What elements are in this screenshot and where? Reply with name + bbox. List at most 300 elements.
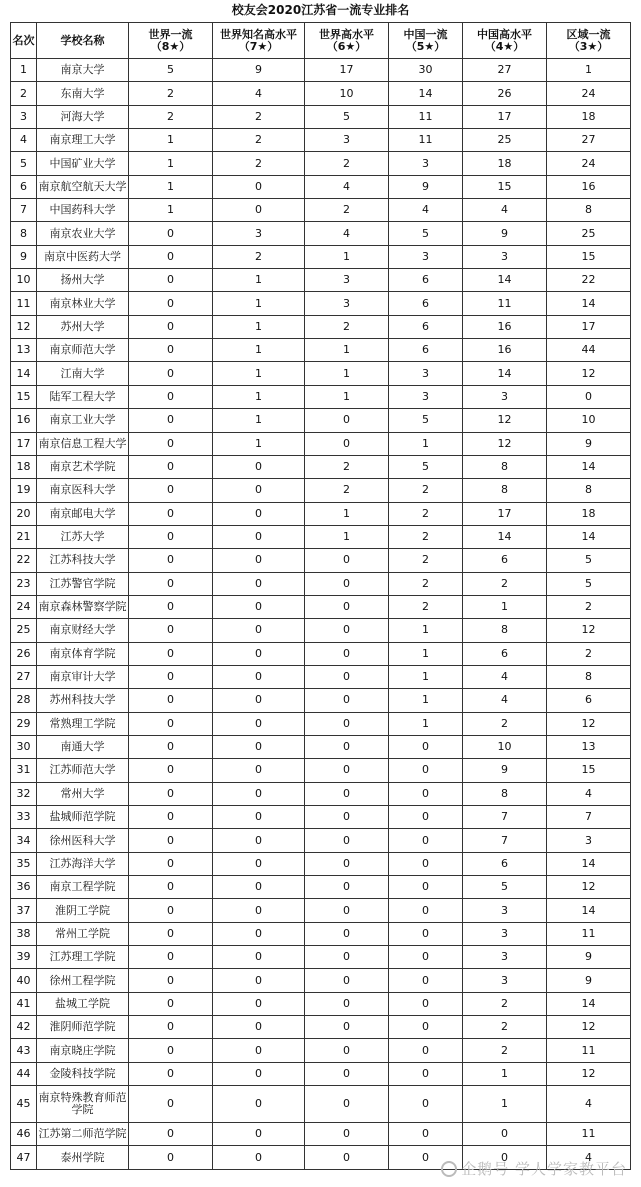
count-cell: 0 xyxy=(129,292,213,315)
table-row xyxy=(11,689,631,712)
school-name-cell: 扬州大学 xyxy=(37,269,129,292)
table-row xyxy=(11,992,631,1015)
count-cell: 8 xyxy=(463,479,547,502)
count-cell: 25 xyxy=(547,222,631,245)
school-name-cell: 江苏海洋大学 xyxy=(37,852,129,875)
count-cell: 0 xyxy=(213,1123,305,1146)
count-cell: 0 xyxy=(213,992,305,1015)
count-cell: 2 xyxy=(305,152,389,175)
count-cell: 4 xyxy=(547,1086,631,1123)
count-cell: 12 xyxy=(463,432,547,455)
count-cell: 0 xyxy=(213,1039,305,1062)
count-cell: 2 xyxy=(547,595,631,618)
count-cell: 0 xyxy=(305,619,389,642)
count-cell: 14 xyxy=(547,525,631,548)
count-cell: 8 xyxy=(547,479,631,502)
table-row xyxy=(11,549,631,572)
count-cell: 5 xyxy=(547,549,631,572)
school-name-cell: 徐州医科大学 xyxy=(37,829,129,852)
school-name-cell: 苏州科技大学 xyxy=(37,689,129,712)
count-cell: 25 xyxy=(463,129,547,152)
table-row xyxy=(11,82,631,105)
count-cell: 0 xyxy=(305,899,389,922)
count-cell: 0 xyxy=(213,876,305,899)
count-cell: 0 xyxy=(213,595,305,618)
school-name-cell: 江苏第二师范学院 xyxy=(37,1123,129,1146)
count-cell: 2 xyxy=(129,105,213,128)
count-cell: 0 xyxy=(305,1016,389,1039)
count-cell: 0 xyxy=(213,689,305,712)
count-cell: 0 xyxy=(305,922,389,945)
school-name-cell: 南京理工大学 xyxy=(37,129,129,152)
count-cell: 2 xyxy=(389,549,463,572)
count-cell: 1 xyxy=(129,175,213,198)
school-name-cell: 南京森林警察学院 xyxy=(37,595,129,618)
rank-cell: 41 xyxy=(11,992,37,1015)
count-cell: 1 xyxy=(213,269,305,292)
count-cell: 0 xyxy=(129,409,213,432)
count-cell: 12 xyxy=(463,409,547,432)
count-cell: 0 xyxy=(129,759,213,782)
count-cell: 0 xyxy=(129,969,213,992)
count-cell: 1 xyxy=(547,59,631,82)
count-cell: 5 xyxy=(389,455,463,478)
count-cell: 17 xyxy=(547,315,631,338)
count-cell: 26 xyxy=(463,82,547,105)
rank-cell: 22 xyxy=(11,549,37,572)
count-cell: 1 xyxy=(389,689,463,712)
school-name-cell: 江苏师范大学 xyxy=(37,759,129,782)
school-name-cell: 南京审计大学 xyxy=(37,665,129,688)
penguin-logo-icon xyxy=(441,1161,457,1177)
rank-cell: 8 xyxy=(11,222,37,245)
count-cell: 11 xyxy=(389,129,463,152)
school-name-cell: 南京林业大学 xyxy=(37,292,129,315)
count-cell: 11 xyxy=(547,1039,631,1062)
count-cell: 0 xyxy=(129,245,213,268)
rank-cell: 23 xyxy=(11,572,37,595)
watermark xyxy=(441,1158,627,1179)
count-cell: 3 xyxy=(389,385,463,408)
count-cell: 0 xyxy=(389,1062,463,1085)
school-name-cell: 南京信息工程大学 xyxy=(37,432,129,455)
count-cell: 0 xyxy=(305,992,389,1015)
rank-cell: 43 xyxy=(11,1039,37,1062)
count-cell: 17 xyxy=(305,59,389,82)
rank-cell: 29 xyxy=(11,712,37,735)
count-cell: 0 xyxy=(389,876,463,899)
count-cell: 9 xyxy=(463,222,547,245)
count-cell: 0 xyxy=(305,806,389,829)
table-row xyxy=(11,59,631,82)
table-row xyxy=(11,362,631,385)
rank-cell: 14 xyxy=(11,362,37,385)
school-name-cell: 江南大学 xyxy=(37,362,129,385)
school-name-cell: 南京邮电大学 xyxy=(37,502,129,525)
count-cell: 0 xyxy=(305,735,389,758)
count-cell: 0 xyxy=(305,782,389,805)
table-row xyxy=(11,385,631,408)
count-cell: 0 xyxy=(129,642,213,665)
count-cell: 0 xyxy=(129,595,213,618)
school-name-cell: 常熟理工学院 xyxy=(37,712,129,735)
count-cell: 3 xyxy=(547,829,631,852)
count-cell: 0 xyxy=(389,759,463,782)
count-cell: 4 xyxy=(463,689,547,712)
count-cell: 0 xyxy=(389,782,463,805)
count-cell: 30 xyxy=(389,59,463,82)
table-row xyxy=(11,712,631,735)
count-cell: 2 xyxy=(389,572,463,595)
count-cell: 3 xyxy=(389,245,463,268)
count-cell: 3 xyxy=(463,946,547,969)
page-title: 校友会2020江苏省一流专业排名 xyxy=(231,3,410,17)
rank-cell: 20 xyxy=(11,502,37,525)
count-cell: 0 xyxy=(213,502,305,525)
rank-cell: 3 xyxy=(11,105,37,128)
count-cell: 3 xyxy=(463,385,547,408)
count-cell: 4 xyxy=(213,82,305,105)
count-cell: 1 xyxy=(305,385,389,408)
count-cell: 0 xyxy=(305,432,389,455)
school-name-cell: 江苏警官学院 xyxy=(37,572,129,595)
count-cell: 0 xyxy=(305,1086,389,1123)
count-cell: 0 xyxy=(213,806,305,829)
school-name-cell: 盐城工学院 xyxy=(37,992,129,1015)
school-name-cell: 淮阴工学院 xyxy=(37,899,129,922)
count-cell: 3 xyxy=(305,129,389,152)
count-cell: 1 xyxy=(389,712,463,735)
count-cell: 2 xyxy=(463,572,547,595)
count-cell: 11 xyxy=(389,105,463,128)
column-header-2: 世界一流 （8★） xyxy=(129,23,213,59)
table-row xyxy=(11,269,631,292)
count-cell: 0 xyxy=(213,642,305,665)
count-cell: 0 xyxy=(213,899,305,922)
count-cell: 0 xyxy=(305,1062,389,1085)
count-cell: 1 xyxy=(463,1062,547,1085)
count-cell: 14 xyxy=(547,455,631,478)
count-cell: 0 xyxy=(389,1039,463,1062)
count-cell: 0 xyxy=(305,1039,389,1062)
rank-cell: 37 xyxy=(11,899,37,922)
count-cell: 1 xyxy=(389,619,463,642)
count-cell: 22 xyxy=(547,269,631,292)
count-cell: 6 xyxy=(463,642,547,665)
school-name-cell: 南京工程学院 xyxy=(37,876,129,899)
count-cell: 0 xyxy=(305,665,389,688)
count-cell: 12 xyxy=(547,362,631,385)
count-cell: 2 xyxy=(213,105,305,128)
count-cell: 0 xyxy=(305,689,389,712)
count-cell: 11 xyxy=(547,1123,631,1146)
count-cell: 0 xyxy=(129,712,213,735)
count-cell: 1 xyxy=(213,315,305,338)
school-name-cell: 南通大学 xyxy=(37,735,129,758)
count-cell: 2 xyxy=(305,455,389,478)
count-cell: 0 xyxy=(129,735,213,758)
school-name-cell: 南京农业大学 xyxy=(37,222,129,245)
rank-cell: 47 xyxy=(11,1146,37,1169)
count-cell: 9 xyxy=(547,432,631,455)
count-cell: 6 xyxy=(463,549,547,572)
count-cell: 3 xyxy=(389,152,463,175)
count-cell: 0 xyxy=(129,829,213,852)
count-cell: 0 xyxy=(213,735,305,758)
count-cell: 1 xyxy=(305,502,389,525)
count-cell: 1 xyxy=(463,1086,547,1123)
count-cell: 27 xyxy=(463,59,547,82)
count-cell: 1 xyxy=(389,432,463,455)
count-cell: 0 xyxy=(129,269,213,292)
rank-cell: 12 xyxy=(11,315,37,338)
count-cell: 2 xyxy=(547,642,631,665)
table-row xyxy=(11,876,631,899)
count-cell: 0 xyxy=(213,1062,305,1085)
count-cell: 0 xyxy=(213,759,305,782)
count-cell: 0 xyxy=(213,619,305,642)
count-cell: 0 xyxy=(129,782,213,805)
table-row xyxy=(11,479,631,502)
count-cell: 0 xyxy=(129,362,213,385)
count-cell: 1 xyxy=(213,292,305,315)
column-header-1: 学校名称 xyxy=(37,23,129,59)
count-cell: 3 xyxy=(389,362,463,385)
count-cell: 0 xyxy=(129,432,213,455)
count-cell: 0 xyxy=(129,315,213,338)
table-row xyxy=(11,922,631,945)
count-cell: 4 xyxy=(547,1146,631,1169)
table-row xyxy=(11,899,631,922)
count-cell: 12 xyxy=(547,619,631,642)
table-row xyxy=(11,735,631,758)
rank-cell: 18 xyxy=(11,455,37,478)
count-cell: 8 xyxy=(463,619,547,642)
count-cell: 0 xyxy=(129,876,213,899)
school-name-cell: 泰州学院 xyxy=(37,1146,129,1169)
table-row xyxy=(11,409,631,432)
count-cell: 18 xyxy=(547,502,631,525)
school-name-cell: 南京大学 xyxy=(37,59,129,82)
count-cell: 0 xyxy=(389,1086,463,1123)
count-cell: 0 xyxy=(305,549,389,572)
table-row xyxy=(11,1062,631,1085)
count-cell: 8 xyxy=(463,782,547,805)
school-name-cell: 盐城师范学院 xyxy=(37,806,129,829)
school-name-cell: 南京晓庄学院 xyxy=(37,1039,129,1062)
column-header-4: 世界高水平 （6★） xyxy=(305,23,389,59)
count-cell: 2 xyxy=(213,152,305,175)
table-row xyxy=(11,759,631,782)
school-name-cell: 南京医科大学 xyxy=(37,479,129,502)
count-cell: 0 xyxy=(389,852,463,875)
count-cell: 12 xyxy=(547,712,631,735)
rank-cell: 19 xyxy=(11,479,37,502)
rank-cell: 39 xyxy=(11,946,37,969)
count-cell: 2 xyxy=(463,1039,547,1062)
count-cell: 0 xyxy=(129,525,213,548)
table-row xyxy=(11,152,631,175)
ranking-table xyxy=(10,22,631,1170)
count-cell: 9 xyxy=(389,175,463,198)
count-cell: 1 xyxy=(389,665,463,688)
count-cell: 2 xyxy=(305,199,389,222)
count-cell: 0 xyxy=(389,969,463,992)
school-name-cell: 金陵科技学院 xyxy=(37,1062,129,1085)
count-cell: 1 xyxy=(213,385,305,408)
count-cell: 2 xyxy=(305,479,389,502)
count-cell: 14 xyxy=(547,992,631,1015)
school-name-cell: 江苏大学 xyxy=(37,525,129,548)
school-name-cell: 南京财经大学 xyxy=(37,619,129,642)
rank-cell: 4 xyxy=(11,129,37,152)
count-cell: 16 xyxy=(463,339,547,362)
count-cell: 17 xyxy=(463,105,547,128)
count-cell: 0 xyxy=(305,946,389,969)
rank-cell: 32 xyxy=(11,782,37,805)
rank-cell: 27 xyxy=(11,665,37,688)
school-name-cell: 江苏理工学院 xyxy=(37,946,129,969)
rank-cell: 38 xyxy=(11,922,37,945)
count-cell: 0 xyxy=(305,829,389,852)
school-name-cell: 东南大学 xyxy=(37,82,129,105)
count-cell: 15 xyxy=(463,175,547,198)
count-cell: 0 xyxy=(129,806,213,829)
table-row xyxy=(11,969,631,992)
table-row xyxy=(11,946,631,969)
count-cell: 0 xyxy=(389,1016,463,1039)
count-cell: 6 xyxy=(389,269,463,292)
count-cell: 0 xyxy=(213,455,305,478)
count-cell: 9 xyxy=(463,759,547,782)
count-cell: 11 xyxy=(547,922,631,945)
count-cell: 0 xyxy=(463,1146,547,1169)
count-cell: 0 xyxy=(213,572,305,595)
count-cell: 0 xyxy=(129,1086,213,1123)
count-cell: 12 xyxy=(547,876,631,899)
rank-cell: 45 xyxy=(11,1086,37,1123)
count-cell: 2 xyxy=(389,502,463,525)
watermark-text: 企鹅号 学人学家教平台 xyxy=(461,1160,627,1178)
count-cell: 5 xyxy=(463,876,547,899)
column-header-5: 中国一流 （5★） xyxy=(389,23,463,59)
count-cell: 2 xyxy=(213,129,305,152)
count-cell: 5 xyxy=(547,572,631,595)
rank-cell: 33 xyxy=(11,806,37,829)
count-cell: 0 xyxy=(129,946,213,969)
count-cell: 0 xyxy=(305,759,389,782)
count-cell: 0 xyxy=(389,829,463,852)
count-cell: 15 xyxy=(547,759,631,782)
count-cell: 0 xyxy=(129,549,213,572)
count-cell: 5 xyxy=(129,59,213,82)
school-name-cell: 南京工业大学 xyxy=(37,409,129,432)
count-cell: 1 xyxy=(305,245,389,268)
count-cell: 0 xyxy=(305,1146,389,1169)
column-header-3: 世界知名高水平 （7★） xyxy=(213,23,305,59)
school-name-cell: 南京中医药大学 xyxy=(37,245,129,268)
count-cell: 0 xyxy=(129,479,213,502)
table-row xyxy=(11,782,631,805)
count-cell: 2 xyxy=(213,245,305,268)
count-cell: 0 xyxy=(129,1016,213,1039)
count-cell: 1 xyxy=(213,432,305,455)
count-cell: 24 xyxy=(547,82,631,105)
count-cell: 11 xyxy=(463,292,547,315)
count-cell: 0 xyxy=(213,479,305,502)
table-row xyxy=(11,1016,631,1039)
school-name-cell: 陆军工程大学 xyxy=(37,385,129,408)
count-cell: 14 xyxy=(389,82,463,105)
count-cell: 0 xyxy=(129,455,213,478)
count-cell: 0 xyxy=(213,549,305,572)
count-cell: 2 xyxy=(389,595,463,618)
rank-cell: 5 xyxy=(11,152,37,175)
school-name-cell: 苏州大学 xyxy=(37,315,129,338)
rank-cell: 7 xyxy=(11,199,37,222)
school-name-cell: 常州大学 xyxy=(37,782,129,805)
count-cell: 0 xyxy=(213,922,305,945)
count-cell: 8 xyxy=(547,665,631,688)
school-name-cell: 中国药科大学 xyxy=(37,199,129,222)
count-cell: 0 xyxy=(129,385,213,408)
table-row xyxy=(11,339,631,362)
count-cell: 5 xyxy=(389,409,463,432)
table-row xyxy=(11,806,631,829)
count-cell: 3 xyxy=(305,269,389,292)
count-cell: 10 xyxy=(305,82,389,105)
table-header-row xyxy=(11,23,631,59)
count-cell: 2 xyxy=(463,712,547,735)
count-cell: 10 xyxy=(463,735,547,758)
count-cell: 0 xyxy=(389,1123,463,1146)
count-cell: 1 xyxy=(129,199,213,222)
count-cell: 0 xyxy=(389,806,463,829)
table-row xyxy=(11,129,631,152)
count-cell: 0 xyxy=(129,339,213,362)
count-cell: 4 xyxy=(389,199,463,222)
count-cell: 5 xyxy=(305,105,389,128)
column-header-6: 中国高水平 （4★） xyxy=(463,23,547,59)
school-name-cell: 南京特殊教育师范学院 xyxy=(37,1086,129,1123)
count-cell: 14 xyxy=(547,292,631,315)
count-cell: 0 xyxy=(389,992,463,1015)
count-cell: 0 xyxy=(305,572,389,595)
table-row xyxy=(11,432,631,455)
table-row xyxy=(11,502,631,525)
count-cell: 0 xyxy=(389,735,463,758)
table-row xyxy=(11,642,631,665)
school-name-cell: 南京体育学院 xyxy=(37,642,129,665)
count-cell: 18 xyxy=(463,152,547,175)
rank-cell: 34 xyxy=(11,829,37,852)
count-cell: 6 xyxy=(389,315,463,338)
table-body xyxy=(11,59,631,1170)
count-cell: 0 xyxy=(213,1086,305,1123)
count-cell: 0 xyxy=(129,222,213,245)
rank-cell: 44 xyxy=(11,1062,37,1085)
rank-cell: 9 xyxy=(11,245,37,268)
count-cell: 0 xyxy=(389,899,463,922)
count-cell: 1 xyxy=(129,129,213,152)
count-cell: 16 xyxy=(547,175,631,198)
table-row xyxy=(11,572,631,595)
count-cell: 0 xyxy=(213,852,305,875)
count-cell: 1 xyxy=(305,362,389,385)
count-cell: 0 xyxy=(305,969,389,992)
count-cell: 0 xyxy=(305,409,389,432)
rank-cell: 15 xyxy=(11,385,37,408)
